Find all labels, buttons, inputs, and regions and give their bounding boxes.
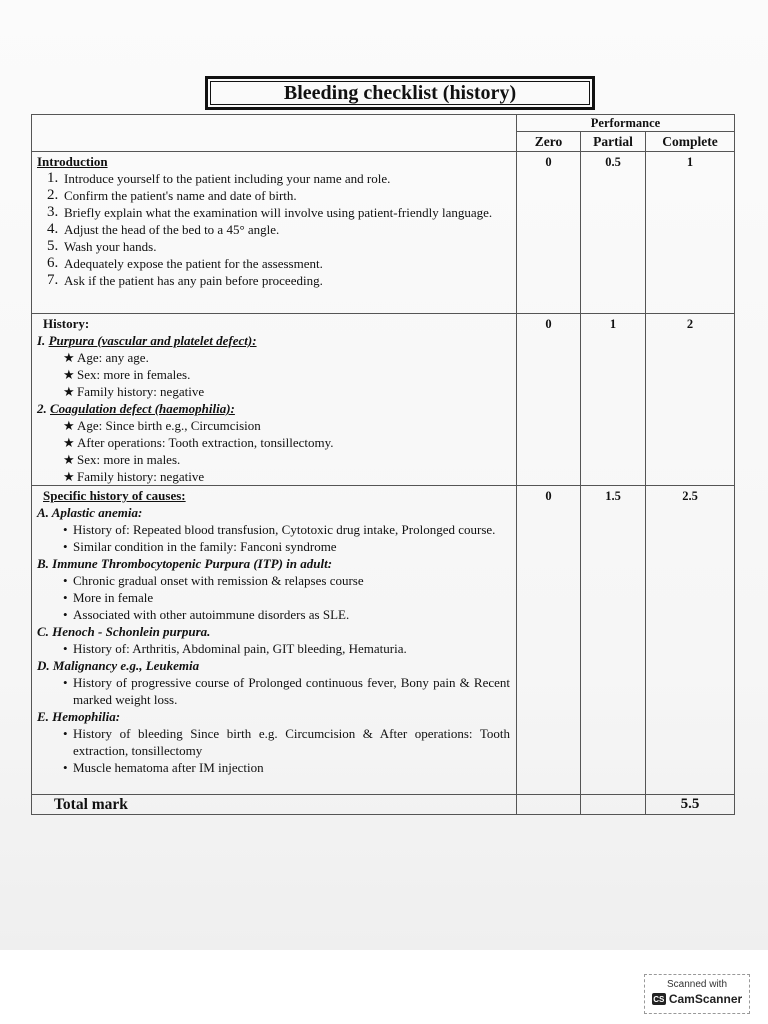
- history-cell: [32, 314, 517, 486]
- intro-item: 1. Introduce yourself to the patient including your name and role.: [47, 170, 391, 186]
- performance-header: Performance: [517, 115, 735, 132]
- intro-score-partial: 0.5: [581, 152, 646, 314]
- total-label: Total mark: [32, 795, 517, 815]
- introduction-cell: [32, 152, 517, 314]
- aplastic-title: A. Aplastic anemia:: [37, 505, 143, 520]
- star-icon: ★: [63, 384, 75, 399]
- causes-title: Specific history of causes:: [43, 488, 186, 503]
- total-zero-cell: [517, 795, 581, 815]
- hemophilia-title: E. Hemophilia:: [37, 709, 121, 724]
- star-icon: ★: [63, 367, 75, 382]
- star-icon: ★: [63, 418, 75, 433]
- header-blank-cell: [32, 115, 517, 152]
- hemophilia-item: • History of bleeding Since birth e.g. Circumcision & After operations: Tooth extraction, tonsillectomy: [63, 726, 510, 758]
- henoch-item: • History of: Arthritis, Abdominal pain, GIT bleeding, Hematuria.: [63, 641, 407, 656]
- hemophilia-item: • Muscle hematoma after IM injection: [63, 760, 264, 775]
- intro-item: 5. Wash your hands.: [47, 238, 157, 254]
- intro-score-complete: 1: [646, 152, 735, 314]
- causes-score-complete: 2.5: [646, 486, 735, 795]
- coagulation-item: ★ Family history: negative: [63, 469, 205, 484]
- camscanner-name: CamScanner: [668, 992, 743, 1006]
- total-value: 5.5: [646, 795, 735, 815]
- coagulation-item: ★ Sex: more in males.: [63, 452, 181, 467]
- checklist-table: [31, 114, 735, 815]
- malignancy-item: • History of progressive course of Prolonged continuous fever, Bony pain & Recent marked weight loss.: [63, 675, 510, 707]
- intro-score-zero: 0: [517, 152, 581, 314]
- aplastic-item: • History of: Repeated blood transfusion, Cytotoxic drug intake, Prolonged course.: [63, 522, 496, 537]
- intro-item: 7. Ask if the patient has any pain before proceeding.: [47, 272, 323, 288]
- henoch-title: C. Henoch - Schonlein purpura.: [37, 624, 211, 639]
- star-icon: ★: [63, 452, 75, 467]
- history-score-complete: 2: [646, 314, 735, 486]
- history-row: [32, 314, 735, 486]
- history-title: History:: [43, 316, 90, 331]
- checklist-title-text: Bleeding checklist (history): [283, 81, 517, 104]
- total-row: [32, 795, 735, 815]
- causes-cell: [32, 486, 517, 795]
- camscanner-watermark: [644, 974, 750, 1014]
- intro-item: 6. Adequately expose the patient for the assessment.: [47, 255, 323, 271]
- itp-item: • Associated with other autoimmune disorders as SLE.: [63, 607, 350, 622]
- purpura-item: ★ Age: any age.: [63, 350, 149, 365]
- star-icon: ★: [63, 350, 75, 365]
- camscanner-logo-icon: CS: [653, 994, 665, 1004]
- zero-column-header: Zero: [517, 132, 581, 152]
- scanned-with-text: Scanned with: [666, 979, 728, 990]
- causes-row: [32, 486, 735, 795]
- itp-item: • More in female: [63, 590, 154, 605]
- star-icon: ★: [63, 469, 75, 484]
- checklist-title: [205, 76, 595, 110]
- star-icon: ★: [63, 435, 75, 450]
- intro-item: 3. Briefly explain what the examination will involve using patient-friendly language.: [47, 204, 493, 220]
- purpura-group-title: I. Purpura (vascular and platelet defect):: [37, 333, 257, 348]
- total-partial-cell: [581, 795, 646, 815]
- coagulation-group-title: 2. Coagulation defect (haemophilia):: [37, 401, 235, 416]
- introduction-row: [32, 152, 735, 314]
- intro-item: 4. Adjust the head of the bed to a 45° angle.: [47, 221, 280, 237]
- purpura-item: ★ Family history: negative: [63, 384, 205, 399]
- intro-item: 2. Confirm the patient's name and date of birth.: [47, 187, 297, 203]
- complete-column-header: Complete: [646, 132, 735, 152]
- history-score-zero: 0: [517, 314, 581, 486]
- malignancy-title: D. Malignancy e.g., Leukemia: [37, 658, 200, 673]
- introduction-title: Introduction: [37, 154, 108, 169]
- itp-title: B. Immune Thrombocytopenic Purpura (ITP) in adult:: [37, 556, 333, 571]
- causes-score-partial: 1.5: [581, 486, 646, 795]
- itp-item: • Chronic gradual onset with remission & relapses course: [63, 573, 364, 588]
- coagulation-item: ★ Age: Since birth e.g., Circumcision: [63, 418, 261, 433]
- history-score-partial: 1: [581, 314, 646, 486]
- purpura-item: ★ Sex: more in females.: [63, 367, 191, 382]
- coagulation-item: ★ After operations: Tooth extraction, tonsillectomy.: [63, 435, 334, 450]
- causes-score-zero: 0: [517, 486, 581, 795]
- partial-column-header: Partial: [581, 132, 646, 152]
- header-row-performance: [32, 115, 735, 132]
- aplastic-item: • Similar condition in the family: Fanconi syndrome: [63, 539, 337, 554]
